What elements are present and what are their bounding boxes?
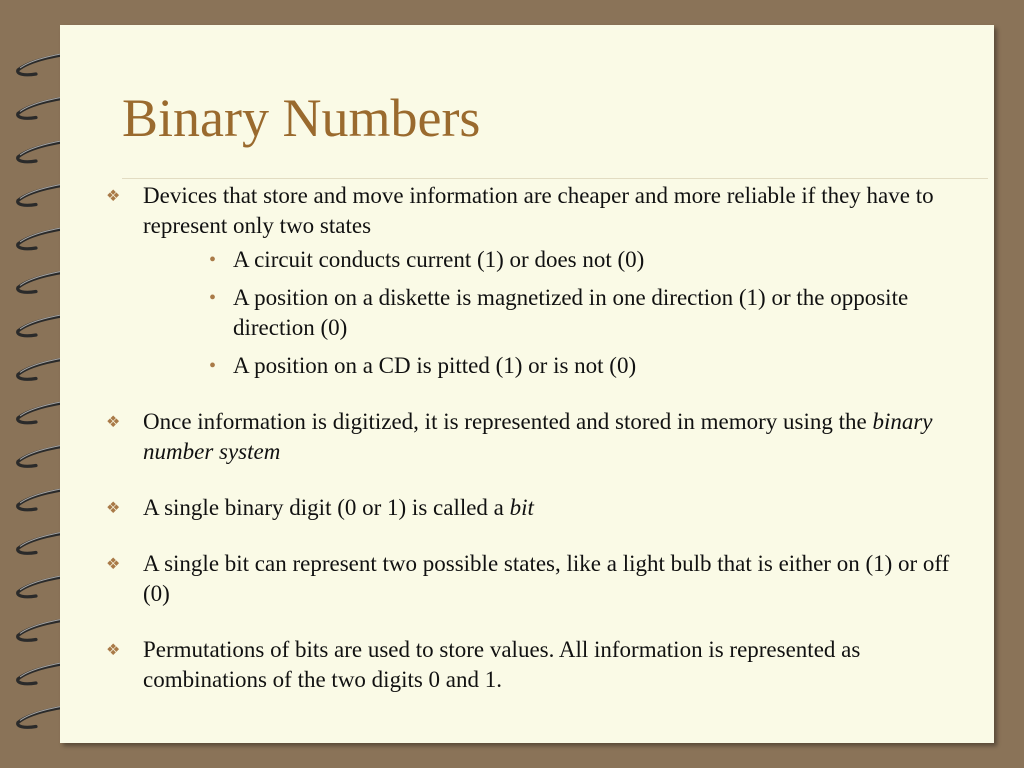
bullet-item	[106, 181, 976, 241]
bullet-text: A single bit can represent two possible states, like a light bulb that is either on (1) or off (0)	[143, 551, 950, 606]
bullet-text: Once information is digitized, it is represented and stored in memory using the	[143, 409, 873, 434]
bullet-item	[106, 549, 976, 609]
sub-bullet-item	[106, 351, 976, 381]
bullet-emphasis: binary number system	[143, 409, 933, 464]
sub-bullet-text: A position on a diskette is magnetized in one direction (1) or the opposite direction (0)	[233, 285, 909, 340]
bullet-emphasis: bit	[509, 495, 534, 520]
bullet-item	[106, 635, 976, 695]
diamond-bullet-icon: ❖	[106, 556, 121, 573]
diamond-bullet-icon: ❖	[106, 500, 121, 517]
sub-bullet-text: A position on a CD is pitted (1) or is not (0)	[233, 353, 637, 378]
sub-bullet-item	[106, 245, 976, 275]
dot-bullet-icon: •	[209, 249, 217, 271]
diamond-bullet-icon: ❖	[106, 414, 121, 431]
bullet-item	[106, 493, 976, 523]
dot-bullet-icon: •	[209, 287, 217, 309]
bullet-text: Devices that store and move information are cheaper and more reliable if they have to represent only two states	[143, 183, 934, 238]
dot-bullet-icon: •	[209, 355, 217, 377]
bullet-item	[106, 407, 976, 467]
diamond-bullet-icon: ❖	[106, 188, 121, 205]
diamond-bullet-icon: ❖	[106, 642, 121, 659]
slide-content	[106, 176, 976, 692]
notebook-page	[60, 25, 994, 743]
bullet-text: Permutations of bits are used to store values. All information is represented as combinations of the two digits 0 and 1.	[143, 637, 861, 692]
sub-bullet-text: A circuit conducts current (1) or does not (0)	[233, 247, 645, 272]
bullet-text: A single binary digit (0 or 1) is called a	[143, 495, 510, 520]
slide-title: Binary Numbers	[122, 88, 481, 148]
sub-bullet-item	[106, 283, 976, 343]
